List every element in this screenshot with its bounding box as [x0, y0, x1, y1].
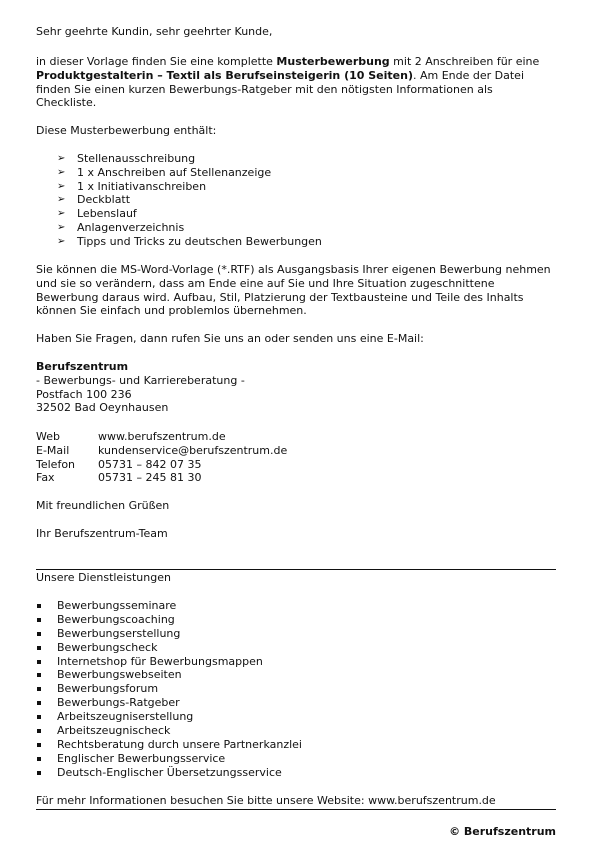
copyright: © Berufszentrum [449, 825, 556, 838]
list-item: Internetshop für Bewerbungsmappen [36, 655, 556, 669]
list-item: Englischer Bewerbungsservice [36, 752, 556, 766]
intro-paragraph [36, 55, 556, 110]
square-bullet-icon [37, 729, 41, 733]
body-paragraph: Sie können die MS-Word-Vorlage (*.RTF) als Ausgangsbasis Ihrer eigenen Bewerbung nehmen und sie so verändern, dass am Ende eine auf Sie und Ihre Situation zugeschnittene Bewerbung daraus wird. Aufbau, Stil, Platzierung der Textbausteine und Teile des Inhalts können Sie einfach und problemlos übernehmen. [36, 263, 551, 318]
list-item: ➢ Deckblatt [57, 193, 131, 207]
list-item: Deutsch-Englischer Übersetzungsservice [36, 766, 556, 780]
square-bullet-icon [37, 618, 41, 622]
list-item: ➢ Lebenslauf [57, 207, 137, 221]
list-item: Rechtsberatung durch unsere Partnerkanzlei [36, 738, 556, 752]
arrow-bullet-icon: ➢ [57, 194, 66, 206]
square-bullet-icon [37, 604, 41, 608]
list-item: ➢ Tipps und Tricks zu deutschen Bewerbungen [57, 234, 322, 248]
contact-row-web: Web www.berufszentrum.de [36, 430, 226, 443]
list-item: ➢ Stellenausschreibung [57, 152, 196, 165]
intro-bold-2: Produktgestalterin – Textil als Berufseinsteigerin (10 Seiten) [36, 68, 413, 82]
contains-heading: Diese Musterbewerbung enthält: [36, 124, 217, 137]
square-bullet-icon [37, 687, 41, 691]
arrow-bullet-icon: ➢ [57, 208, 66, 220]
fax-value: 05731 – 245 81 30 [98, 471, 202, 485]
phone-value: 05731 – 842 07 35 [98, 457, 202, 471]
email-link[interactable]: kundenservice@berufszentrum.de [98, 443, 288, 457]
signature: Ihr Berufszentrum-Team [36, 527, 168, 540]
company-street: Postfach 100 236 [36, 387, 132, 401]
square-bullet-icon [37, 646, 41, 650]
square-bullet-icon [37, 701, 41, 705]
intro-text-2: mit 2 Anschreiben für eine [389, 55, 540, 68]
square-bullet-icon [37, 632, 41, 636]
company-tagline: - Bewerbungs- und Karriereberatung - [36, 373, 245, 387]
company-name: Berufszentrum [36, 360, 129, 373]
list-item: Arbeitszeugnischeck [36, 724, 556, 738]
list-item: ➢ Anlagenverzeichnis [57, 220, 185, 234]
salutation: Sehr geehrte Kundin, sehr geehrter Kunde, [36, 25, 273, 38]
services-list [36, 599, 556, 780]
list-item: ➢ 1 x Anschreiben auf Stellenanzeige [57, 165, 272, 179]
arrow-bullet-icon: ➢ [57, 166, 66, 178]
arrow-bullet-icon: ➢ [57, 153, 66, 164]
services-heading: Unsere Dienstleistungen [36, 571, 171, 584]
square-bullet-icon [37, 743, 41, 747]
list-item: Arbeitszeugniserstellung [36, 710, 556, 724]
list-item: ➢ 1 x Initiativanschreiben [57, 179, 207, 193]
contact-row-fax: Fax 05731 – 245 81 30 [36, 471, 202, 485]
list-item: Bewerbungs-Ratgeber [36, 696, 556, 710]
square-bullet-icon [37, 757, 41, 761]
arrow-bullet-icon: ➢ [57, 221, 66, 233]
divider [36, 569, 556, 570]
list-item: Bewerbungsforum [36, 682, 556, 696]
contact-row-phone: Telefon 05731 – 842 07 35 [36, 457, 202, 471]
list-item: Bewerbungscheck [36, 641, 556, 655]
intro-bold-1: Musterbewerbung [276, 55, 390, 68]
footer-divider [36, 809, 556, 810]
contact-row-email: E-Mail kundenservice@berufszentrum.de [36, 443, 288, 457]
list-item: Bewerbungserstellung [36, 627, 556, 641]
list-item: Bewerbungscoaching [36, 613, 556, 627]
closing: Mit freundlichen Grüßen [36, 499, 170, 512]
square-bullet-icon [37, 715, 41, 719]
contact-table [36, 430, 556, 485]
square-bullet-icon [37, 660, 41, 664]
arrow-bullet-icon: ➢ [57, 235, 66, 247]
arrow-bullet-icon: ➢ [57, 180, 66, 192]
square-bullet-icon [37, 771, 41, 775]
company-city: 32502 Bad Oeynhausen [36, 401, 169, 415]
list-item: Bewerbungsseminare [36, 599, 556, 613]
intro-text-3: . Am Ende der Datei finden Sie einen kurzen Bewerbungs-Ratgeber mit den nötigsten Informationen als Checkliste. [36, 68, 524, 110]
company-address [36, 360, 556, 415]
web-link[interactable]: www.berufszentrum.de [98, 430, 226, 443]
list-item: Bewerbungswebseiten [36, 668, 556, 682]
intro-text-1: in dieser Vorlage finden Sie eine komplette [36, 55, 277, 68]
square-bullet-icon [37, 673, 41, 677]
footer-info: Für mehr Informationen besuchen Sie bitte unsere Website: www.berufszentrum.de [36, 794, 496, 807]
contains-list [36, 152, 556, 249]
questions-line: Haben Sie Fragen, dann rufen Sie uns an oder senden uns eine E-Mail: [36, 332, 424, 345]
